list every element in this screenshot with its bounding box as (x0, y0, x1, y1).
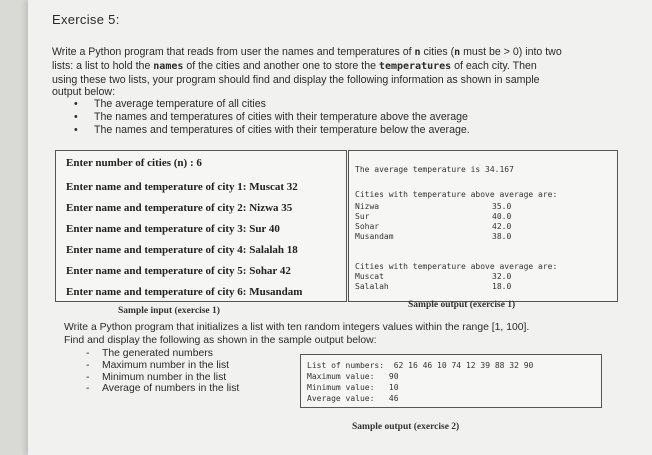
paragraph-text: of each city. Then using these two lists, your program should find and display the following information as shown in sample output below: (52, 59, 540, 99)
city-temperature: 18.0 (492, 282, 512, 291)
requirement-item: • The average temperature of all cities (74, 98, 470, 111)
exercise-title: Exercise 5: (52, 12, 120, 27)
exercise-description (52, 46, 562, 99)
city-name: Nizwa (355, 202, 380, 211)
paragraph-text: cities ( (420, 46, 455, 58)
average-line: The average temperature is 34.167 (355, 165, 514, 174)
requirement-item: • The names and temperatures of cities with their temperature above the average (74, 111, 470, 124)
city-name: Musandam (355, 232, 394, 241)
code-term: names (153, 60, 184, 72)
input-line: Enter name and temperature of city 1: Muscat 32 (66, 181, 298, 193)
input-line: Enter name and temperature of city 6: Musandam (66, 286, 303, 298)
sample-output-box (348, 150, 618, 302)
exercise2-item: - Average of numbers in the list (86, 383, 239, 395)
city-temperature: 38.0 (492, 232, 512, 241)
input-line: Enter name and temperature of city 5: Sohar 42 (66, 265, 291, 277)
city-name: Sohar (355, 222, 380, 231)
sample-input-box (55, 150, 347, 302)
code-term: n (454, 47, 461, 58)
exercise2-output-line: Average value: 46 (307, 394, 399, 403)
sample-output-caption: Sample output (exercise 1) (408, 300, 516, 310)
exercise2-output-line: List of numbers: 62 16 46 10 74 12 39 88 32 90 (307, 361, 534, 370)
city-name: Salalah (355, 282, 389, 291)
exercise2-output-line: Minimum value: 10 (307, 383, 399, 392)
exercise2-description: Write a Python program that initializes a list with ten random integers values within the range [1, 100]. Find and display the following as shown in the sample output below: (64, 322, 530, 346)
input-line: Enter name and temperature of city 2: Nizwa 35 (66, 202, 293, 214)
city-name: Sur (355, 212, 370, 221)
exercise2-item: - Minimum number in the list (86, 372, 239, 384)
exercise2-output-box (300, 354, 602, 408)
city-name: Muscat (355, 272, 384, 281)
above-average-header: Cities with temperature above average are: (355, 190, 558, 199)
input-line: Enter name and temperature of city 3: Sur 40 (66, 223, 280, 235)
code-term: n (414, 47, 421, 58)
exercise2-output-caption: Sample output (exercise 2) (352, 422, 460, 432)
city-temperature: 40.0 (492, 212, 512, 221)
paragraph-text: Write a Python program that reads from user the names and temperatures of (52, 46, 415, 58)
paragraph-text: must be > 0) into two lists: a list to hold the (52, 46, 562, 72)
city-temperature: 42.0 (492, 222, 512, 231)
input-line: Enter number of cities (n) : 6 (66, 157, 202, 169)
city-temperature: 32.0 (492, 272, 512, 281)
exercise2-output-line: Maximum value: 90 (307, 372, 399, 381)
requirements-list (74, 98, 470, 137)
city-temperature: 35.0 (492, 202, 512, 211)
requirement-item: • The names and temperatures of cities with their temperature below the average. (74, 124, 470, 137)
exercise2-item: - The generated numbers (86, 348, 239, 360)
paragraph-text: of the cities and another one to store the (183, 59, 379, 72)
sample-input-caption: Sample input (exercise 1) (118, 306, 220, 316)
code-term: temperatures (378, 60, 452, 72)
input-line: Enter name and temperature of city 4: Salalah 18 (66, 244, 298, 256)
exercise2-item: - Maximum number in the list (86, 360, 239, 372)
below-average-header: Cities with temperature above average are: (355, 262, 558, 271)
exercise2-requirements-list (86, 348, 239, 395)
